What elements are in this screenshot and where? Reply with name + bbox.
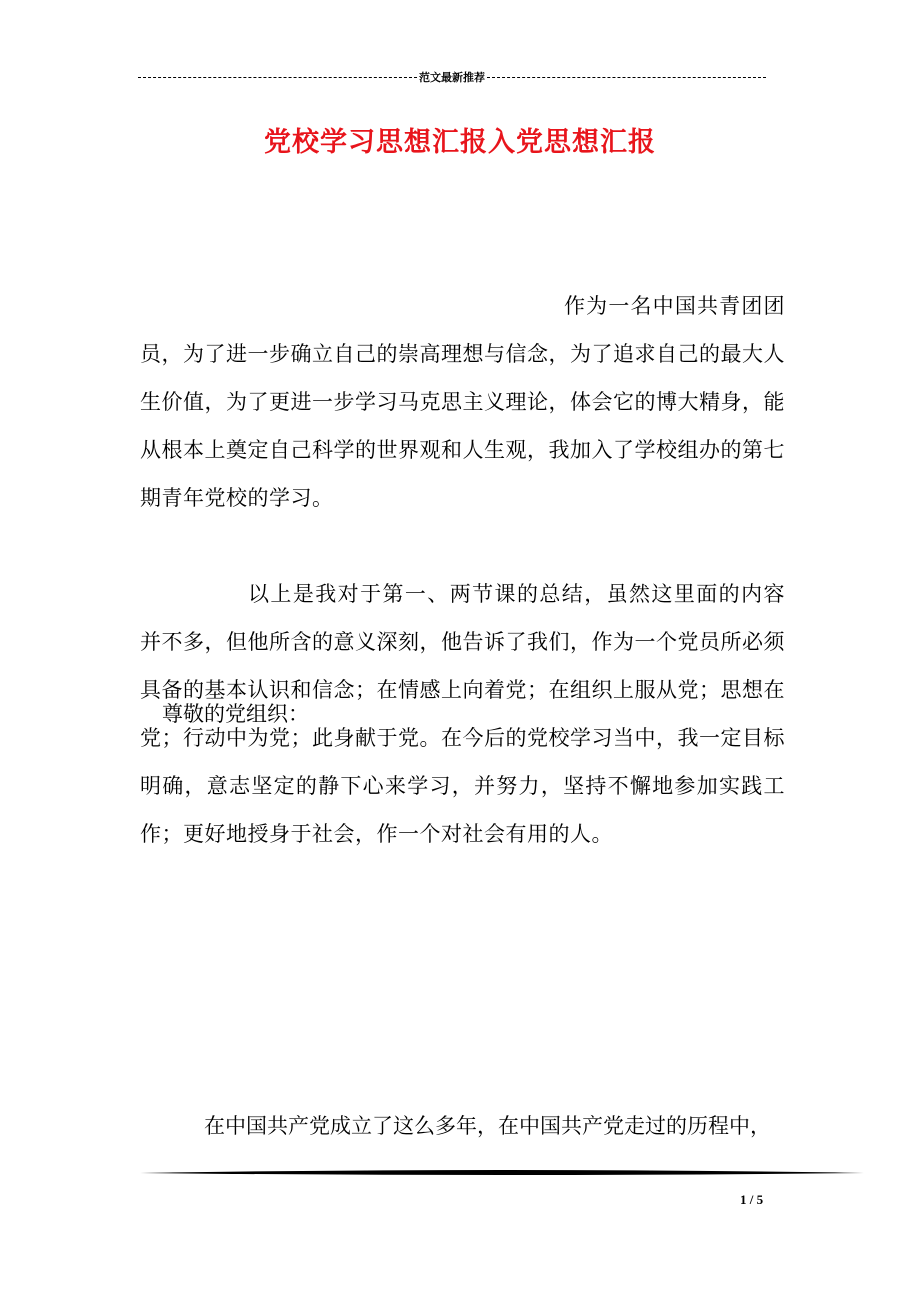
header-label: 范文最新推荐 xyxy=(419,71,485,84)
paragraph-1: 作为一名中国共青团团员，为了进一步确立自己的崇高理想与信念，为了追求自己的最大人生价值，为了更进一步学习马克思主义理论，体会它的博大精身，能从根本上奠定自己科学的世界观和人生观，我加入了学校组办的第七期青年党校的学习。 xyxy=(140,294,785,510)
paragraph-2: 以上是我对于第一、两节课的总结，虽然这里面的内容并不多，但他所含的意义深刻，他告诉了我们，作为一个党员所必须具备的基本认识和信念；在情感上向着党；在组织上服从党；思想在党；行动中为党；此身献于党。在今后的党校学习当中，我一定目标明确，意志坚定的静下心来学习，并努力，坚持不懈地参加实践工作；更好地授身于社会，作一个对社会有用的人。 xyxy=(140,582,785,846)
header-dash-right xyxy=(487,77,766,78)
page-number: 1 / 5 xyxy=(740,1192,764,1207)
paragraph-3: 在中国共产党成立了这么多年，在中国共产党走过的历程中， xyxy=(204,1114,771,1138)
footer-divider xyxy=(140,1168,864,1178)
salutation: 尊敬的党组织： xyxy=(162,702,309,726)
header-rule xyxy=(138,68,766,86)
header-dash-left xyxy=(138,77,417,78)
document-title: 党校学习思想汇报入党思想汇报 xyxy=(264,127,656,158)
